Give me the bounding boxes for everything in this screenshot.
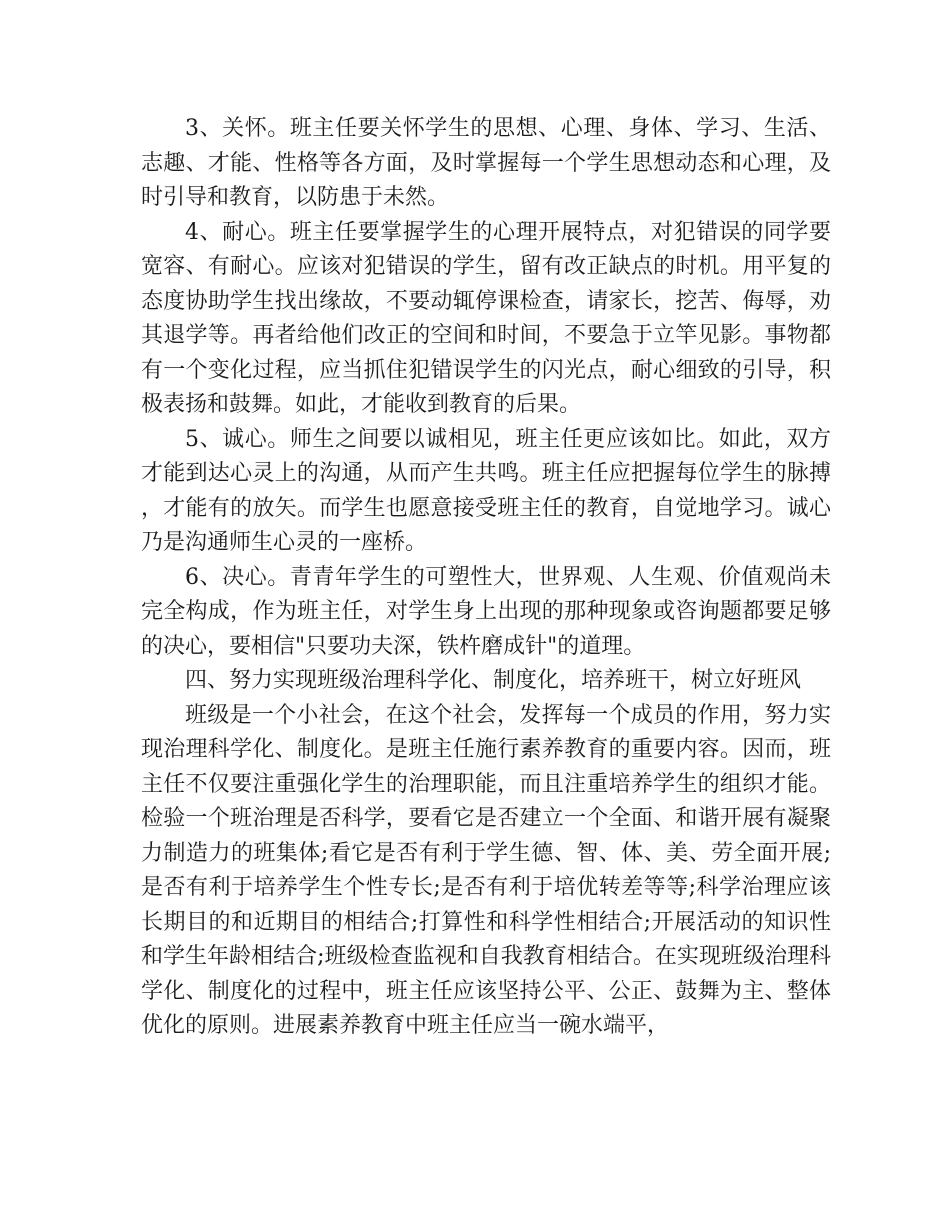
document-body [141, 112, 831, 1044]
paragraph-care: 3、关怀。班主任要关怀学生的思想、心理、身体、学习、生活、志趣、才能、性格等各方面，及时掌握每一个学生思想动态和心理，及时引导和教育，以防患于未然。 [141, 116, 831, 210]
section-heading-4: 四、努力实现班级治理科学化、制度化，培养班干，树立好班风 [185, 668, 802, 693]
paragraph-determination: 6、决心。青青年学生的可塑性大，世界观、人生观、价值观尚未完全构成，作为班主任，对学生身上出现的那种现象或咨询题都要足够的决心，要相信"只要功夫深，铁杵磨成针"的道理。 [141, 564, 831, 659]
paragraph-patience: 4、耐心。班主任要掌握学生的心理开展特点，对犯错误的同学要宽容、有耐心。应该对犯错误的学生，留有改正缺点的时机。用平复的态度协助学生找出缘故，不要动辄停课检查，请家长，挖苦、侮辱，劝其退学等。再者给他们改正的空间和时间，不要急于立竿见影。事物都有一个变化过程，应当抓住犯错误学生的闪光点，耐心细致的引导，积极表扬和鼓舞。如此，才能收到教育的后果。 [141, 219, 831, 417]
paragraph-class-management: 班级是一个小社会，在这个社会，发挥每一个成员的作用，努力实现治理科学化、制度化。是班主任施行素养教育的重要内容。因而，班主任不仅要注重强化学生的治理职能，而且注重培养学生的组织才能。检验一个班治理是否科学，要看它是否建立一个全面、和谐开展有凝聚力制造力的班集体;看它是否有利于学生德、智、体、美、劳全面开展;是否有利于培养学生个性专长;是否有利于培优转差等等;科学治理应该长期目的和近期目的相结合;打算性和科学性相结合;开展活动的知识性和学生年龄相结合;班级检查监视和自我教育相结合。在实现班级治理科学化、制度化的过程中，班主任应该坚持公平、公正、鼓舞为主、整体优化的原则。进展素养教育中班主任应当一碗水端平， [141, 702, 831, 1038]
paragraph-sincerity: 5、诚心。师生之间要以诚相见，班主任更应该如比。如此，双方才能到达心灵上的沟通，从而产生共鸣。班主任应把握每位学生的脉搏，才能有的放矢。而学生也愿意接受班主任的教育，自觉地学习。诚心乃是沟通师生心灵的一座桥。 [141, 426, 831, 555]
